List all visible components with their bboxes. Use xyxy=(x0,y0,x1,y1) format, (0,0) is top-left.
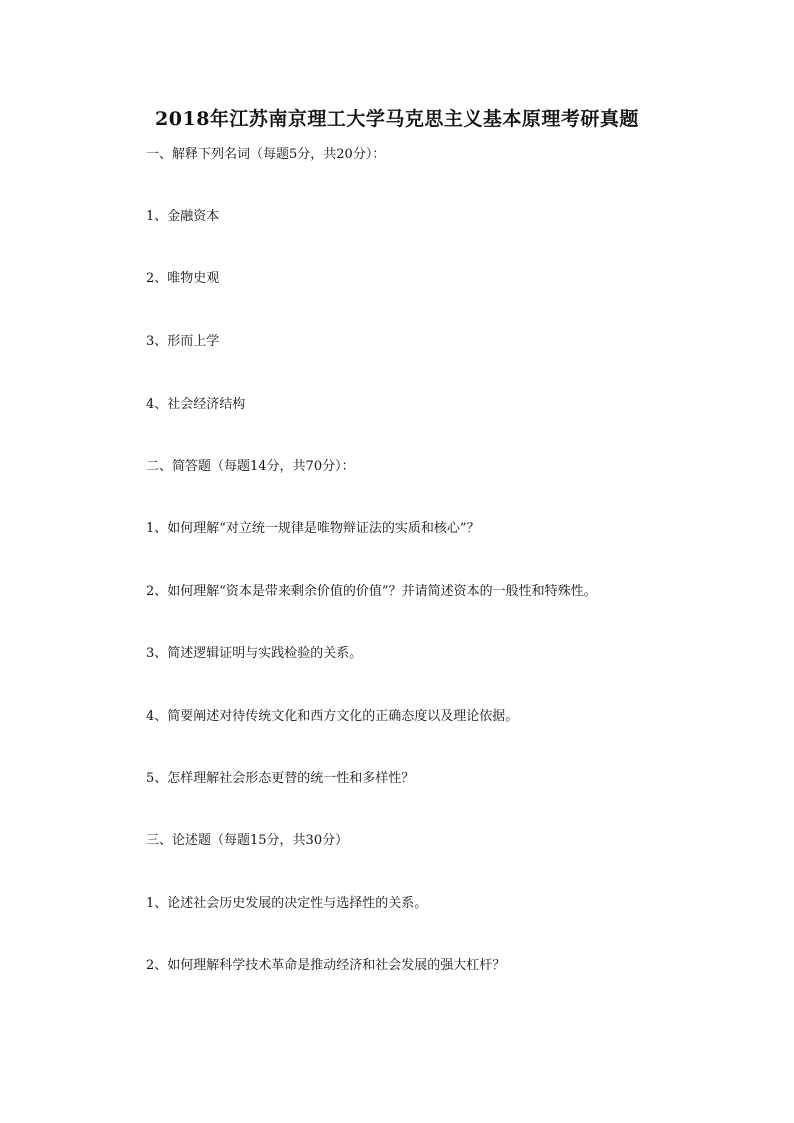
question-item: 3、形而上学 xyxy=(146,334,220,349)
exam-title: 2018年江苏南京理工大学马克思主义基本原理考研真题 xyxy=(155,108,639,130)
question-item: 5、怎样理解社会形态更替的统一性和多样性？ xyxy=(146,771,415,786)
question-item: 3、简述逻辑证明与实践检验的关系。 xyxy=(146,646,363,661)
question-item: 2、如何理解“资本是带来剩余价值的价值”？并请简述资本的一般性和特殊性。 xyxy=(146,584,597,599)
section-heading-terms: 一、解释下列名词（每题5分，共20分）： xyxy=(146,147,386,162)
question-item: 4、社会经济结构 xyxy=(146,397,246,412)
question-item: 1、如何理解“对立统一规律是唯物辩证法的实质和核心”？ xyxy=(146,521,480,536)
question-item: 1、论述社会历史发展的决定性与选择性的关系。 xyxy=(146,896,428,911)
question-item: 2、唯物史观 xyxy=(146,271,220,286)
question-item: 1、金融资本 xyxy=(146,209,220,224)
question-item: 2、如何理解科学技术革命是推动经济和社会发展的强大杠杆？ xyxy=(146,958,506,973)
section-heading-short-answer: 二、简答题（每题14分，共70分）： xyxy=(146,459,355,474)
section-heading-essay: 三、论述题（每题15分，共30分） xyxy=(146,833,349,848)
question-item: 4、简要阐述对待传统文化和西方文化的正确态度以及理论依据。 xyxy=(146,709,519,724)
